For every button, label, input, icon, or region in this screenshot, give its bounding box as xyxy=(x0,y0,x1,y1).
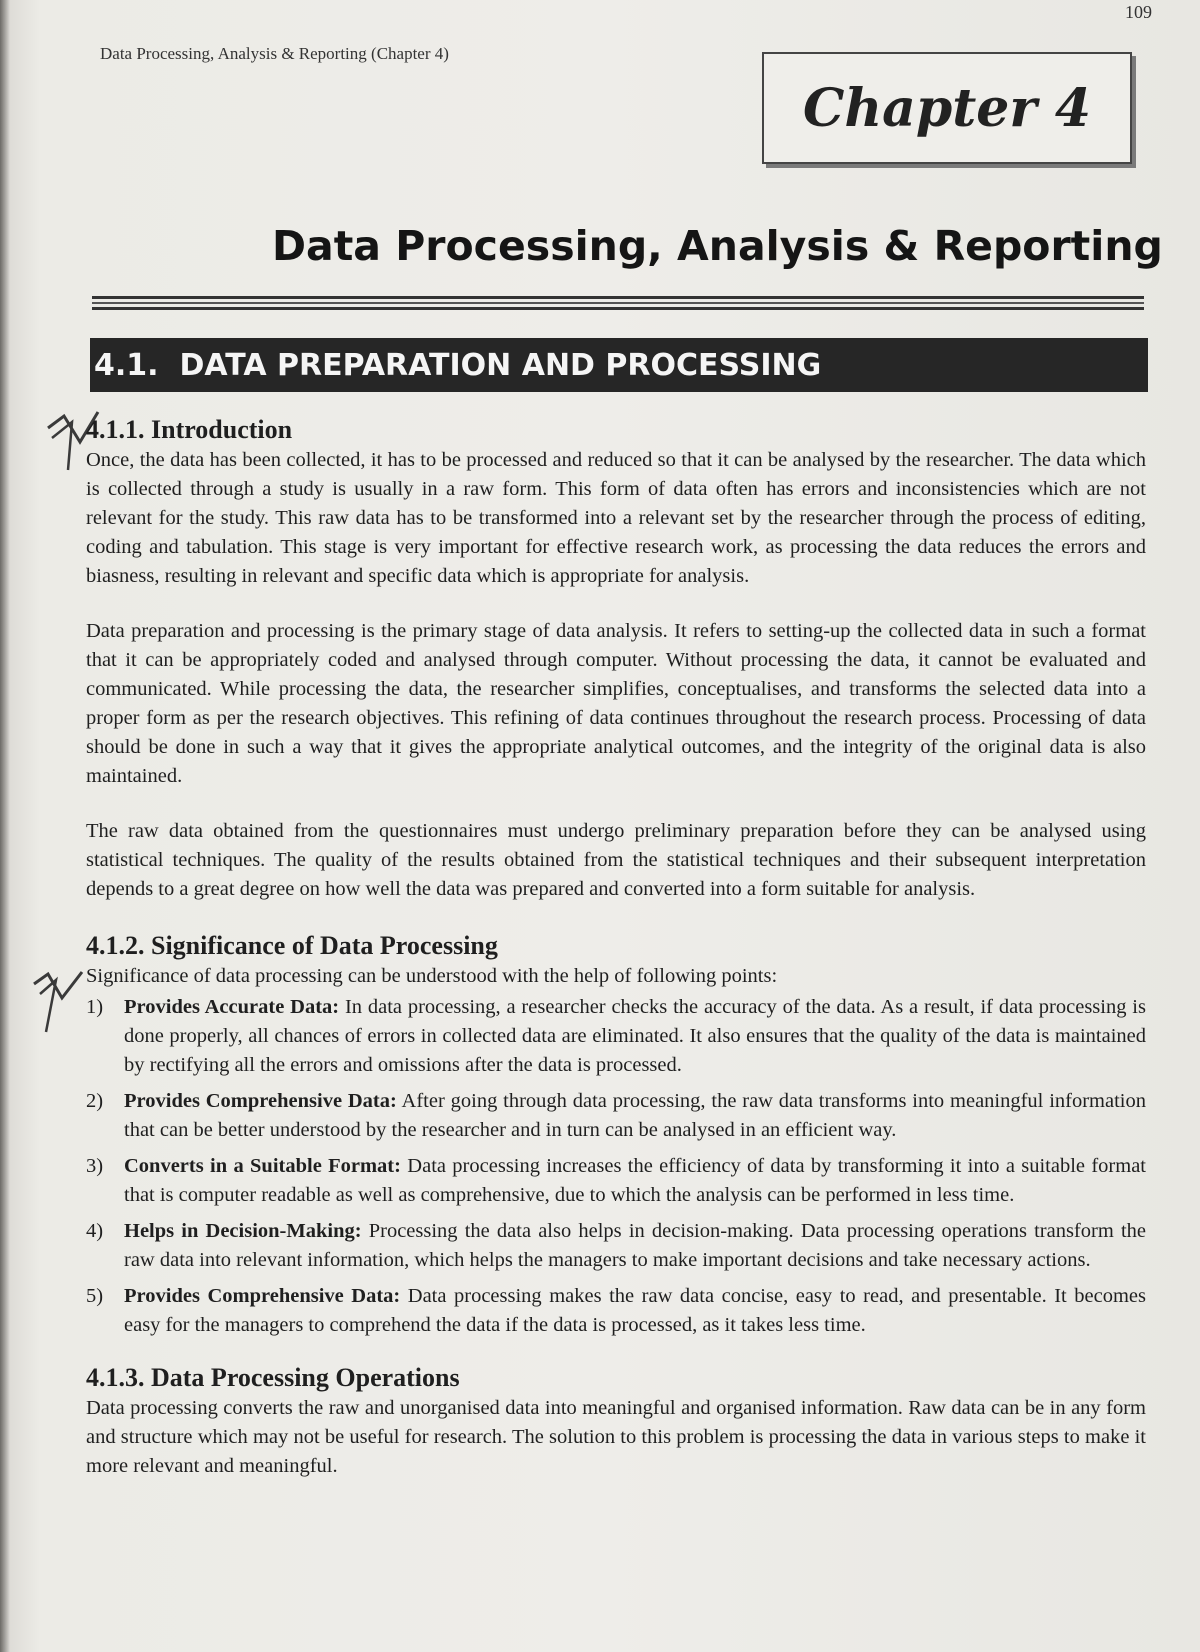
title-underline-rule xyxy=(92,296,1144,310)
subsection-heading-operations: 4.1.3. Data Processing Operations xyxy=(86,1363,460,1392)
list-item xyxy=(86,1282,1146,1340)
list-item-number: 3) xyxy=(86,1155,104,1177)
list-item xyxy=(86,1087,1146,1145)
body-paragraph: Once, the data has been collected, it has to be processed and reduced so that it can be analysed by the researcher. The data which is collected through a study is usually in a raw form. This form of data often has errors and inconsistencies which are not relevant for the study. This raw data has to be transformed into a relevant set by the researcher through the process of editing, coding and tabulation. This stage is very important for effective research work, as processing the data reduces the errors and biasness, resulting in relevant and specific data which is appropriate for analysis. xyxy=(86,449,1146,587)
list-item-term: Provides Comprehensive Data: xyxy=(124,1285,401,1307)
list-item-number: 4) xyxy=(86,1220,104,1242)
list-item xyxy=(86,993,1146,1080)
list-item-number: 1) xyxy=(86,996,104,1018)
significance-list xyxy=(86,993,1146,1340)
chapter-title: Data Processing, Analysis & Reporting xyxy=(272,222,1163,270)
body-paragraph: Data preparation and processing is the primary stage of data analysis. It refers to setting-up the collected data in such a format that it can be appropriately coded and analysed through computer. Without processing the data, it cannot be evaluated and communicated. While processing the data, the researcher simplifies, conceptualises, and transforms the selected data into a proper form as per the research objectives. This refining of data continues throughout the research process. Processing of data should be done in such a way that it gives the appropriate analytical outcomes, and the integrity of the original data is also maintained. xyxy=(86,620,1146,787)
subsection-heading-introduction: 4.1.1. Introduction xyxy=(86,415,293,444)
chapter-label: Chapter 4 xyxy=(802,77,1092,139)
subsection-heading-significance: 4.1.2. Significance of Data Processing xyxy=(86,931,498,960)
list-item-number: 2) xyxy=(86,1090,104,1112)
list-item xyxy=(86,1217,1146,1275)
list-item-text: After going through data processing, the raw data transforms into meaningful information that can be better understood by the researcher and in turn can be analysed in an efficient way. xyxy=(124,1090,1146,1141)
body-paragraph: The raw data obtained from the questionnaires must undergo preliminary preparation before they can be analysed using statistical techniques. The quality of the results obtained from the statistical techniques and their subsequent interpretation depends to a great degree on how well the data was prepared and converted into a form suitable for analysis. xyxy=(86,820,1146,900)
list-item-number: 5) xyxy=(86,1285,104,1307)
list-item-term: Provides Accurate Data: xyxy=(124,996,340,1018)
list-item-text: Processing the data also helps in decision-making. Data processing operations transform the raw data into relevant information, which helps the managers to make important decisions and take necessary actions. xyxy=(124,1220,1146,1271)
list-item-term: Helps in Decision-Making: xyxy=(124,1220,362,1242)
section-heading xyxy=(90,348,821,383)
section-heading-bar xyxy=(90,338,1148,392)
chapter-box xyxy=(762,52,1132,164)
list-item-text: Data processing makes the raw data concise, easy to read, and presentable. It becomes easy for the managers to comprehend the data if the data is processed, as it takes less time. xyxy=(124,1285,1146,1336)
section-number: 4.1. xyxy=(94,347,159,383)
body-paragraph: Data processing converts the raw and unorganised data into meaningful and organised information. Raw data can be in any form and structure which may not be useful for research. The solution to this problem is processing the data in various steps to make it more relevant and meaningful. xyxy=(86,1397,1146,1477)
list-item-text: In data processing, a researcher checks the accuracy of the data. As a result, if data processing is done properly, all chances of errors in collected data are eliminated. It also ensures that the quality of the data is maintained by rectifying all the errors and omissions after the data is processed. xyxy=(124,996,1146,1076)
running-header: Data Processing, Analysis & Reporting (Chapter 4) xyxy=(100,44,449,63)
list-lead-text: Significance of data processing can be understood with the help of following points: xyxy=(86,965,778,987)
page-body xyxy=(86,414,1146,1491)
section-title-text: DATA PREPARATION AND PROCESSING xyxy=(179,347,822,383)
spine-shadow xyxy=(0,0,10,1652)
list-item-term: Converts in a Suitable Format: xyxy=(124,1155,401,1177)
list-item-text: Data processing increases the efficiency of data by transforming it into a suitable format that is computer readable as well as comprehensive, due to which the analysis can be performed in less time. xyxy=(124,1155,1146,1206)
list-item xyxy=(86,1152,1146,1210)
page-number: 109 xyxy=(1125,2,1152,22)
handwritten-tick-mark xyxy=(28,966,90,1036)
list-item-term: Provides Comprehensive Data: xyxy=(124,1090,397,1112)
